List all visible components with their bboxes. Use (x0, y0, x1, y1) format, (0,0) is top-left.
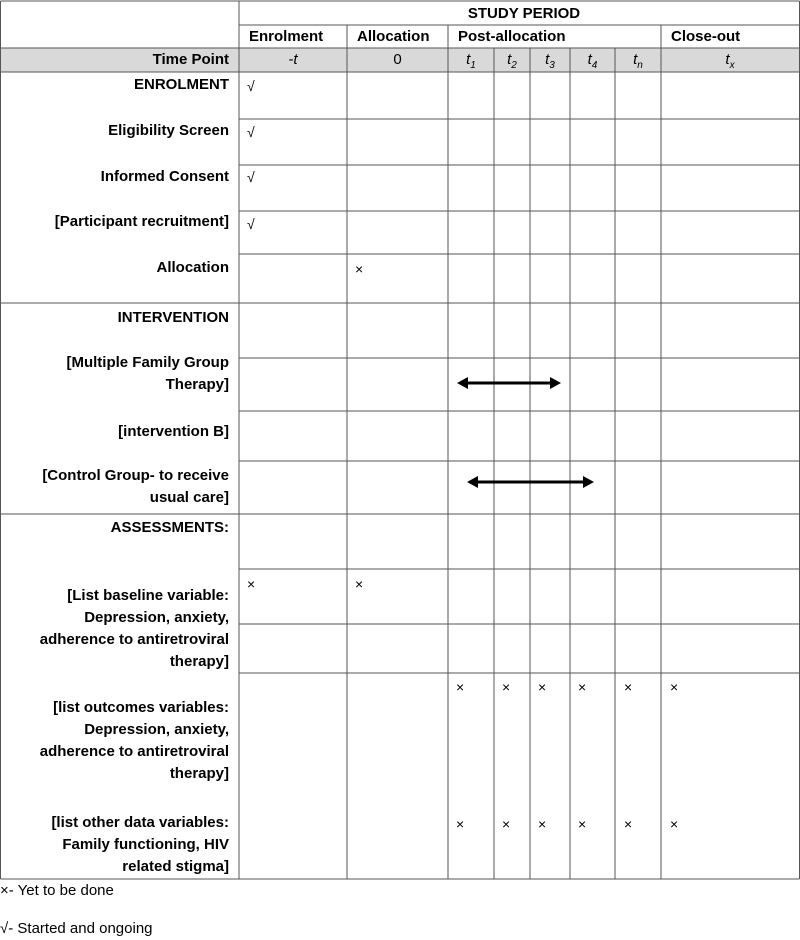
cross-mark-other-t2: × (502, 816, 511, 832)
row-participant-recruitment: [Participant recruitment] (54, 213, 229, 230)
check-mark-consent: √ (247, 169, 255, 185)
outcomes-line2: Depression, anxiety, (84, 721, 229, 738)
timepoint-tn: $t_n$ (633, 51, 643, 71)
timepoint-t4: $t_4$ (587, 51, 598, 71)
phase-post-allocation: Post-allocation (458, 28, 566, 45)
cross-mark-outcomes-t4: × (578, 679, 587, 695)
arrow-multiple-family-group (457, 377, 561, 389)
phase-enrolment: Enrolment (249, 28, 324, 45)
cross-mark-other-tx: × (670, 816, 679, 832)
row-informed-consent: Informed Consent (100, 168, 229, 185)
intervention-section-title: INTERVENTION (117, 309, 229, 326)
other-line1: [list other data variables: (51, 814, 229, 831)
cross-mark-outcomes-t2: × (502, 679, 511, 695)
timepoint-label: Time Point (152, 51, 229, 68)
enrolment-section-title: ENROLMENT (134, 76, 229, 93)
timepoint-t3: $t_3$ (545, 51, 555, 71)
row-control-group-line1: [Control Group- to receive (42, 467, 229, 484)
legend-cross: ×- Yet to be done (0, 882, 114, 899)
outcomes-line3: adherence to antiretroviral (39, 743, 229, 760)
legend-check: √- Started and ongoing (0, 920, 153, 937)
check-mark-enrolment: √ (247, 78, 255, 94)
timepoint-t2: $t_2$ (507, 51, 517, 71)
cross-mark-allocation: × (355, 261, 364, 277)
outcomes-line4: therapy] (169, 765, 229, 782)
check-mark-recruitment: √ (247, 216, 255, 232)
timepoint-tx: $t_x$ (725, 51, 735, 71)
row-multiple-family-group-line1: [Multiple Family Group (66, 354, 229, 371)
timepoint-zero: 0 (393, 51, 402, 68)
timepoint-minus-t: -t (288, 51, 298, 68)
cross-mark-other-tn: × (624, 816, 633, 832)
other-line2: Family functioning, HIV (62, 836, 229, 853)
baseline-line2: Depression, anxiety, (84, 609, 229, 626)
check-mark-eligibility: √ (247, 124, 255, 140)
timepoint-t1: $t_1$ (466, 51, 476, 71)
cross-mark-other-t3: × (538, 816, 547, 832)
cross-mark-outcomes-tn: × (624, 679, 633, 695)
row-allocation: Allocation (156, 259, 229, 276)
baseline-line4: therapy] (169, 653, 229, 670)
phase-close-out: Close-out (671, 28, 741, 45)
row-control-group-line2: usual care] (149, 489, 229, 506)
cross-mark-baseline-allocation: × (355, 576, 364, 592)
cross-mark-other-t1: × (456, 816, 465, 832)
outcomes-line1: [list outcomes variables: (53, 699, 229, 716)
row-intervention-b: [intervention B] (118, 423, 229, 440)
phase-allocation: Allocation (357, 28, 430, 45)
other-line3: related stigma] (122, 858, 229, 875)
cross-mark-outcomes-t3: × (538, 679, 547, 695)
cross-mark-baseline-enrolment: × (247, 576, 256, 592)
baseline-line3: adherence to antiretroviral (39, 631, 229, 648)
cross-mark-outcomes-t1: × (456, 679, 465, 695)
study-period-title: STUDY PERIOD (467, 5, 581, 22)
assessments-section-title: ASSESSMENTS: (110, 519, 229, 536)
row-multiple-family-group-line2: Therapy] (165, 376, 229, 393)
baseline-line1: [List baseline variable: (67, 587, 229, 604)
row-eligibility-screen: Eligibility Screen (108, 122, 229, 139)
cross-mark-other-t4: × (578, 816, 587, 832)
cross-mark-outcomes-tx: × (670, 679, 679, 695)
